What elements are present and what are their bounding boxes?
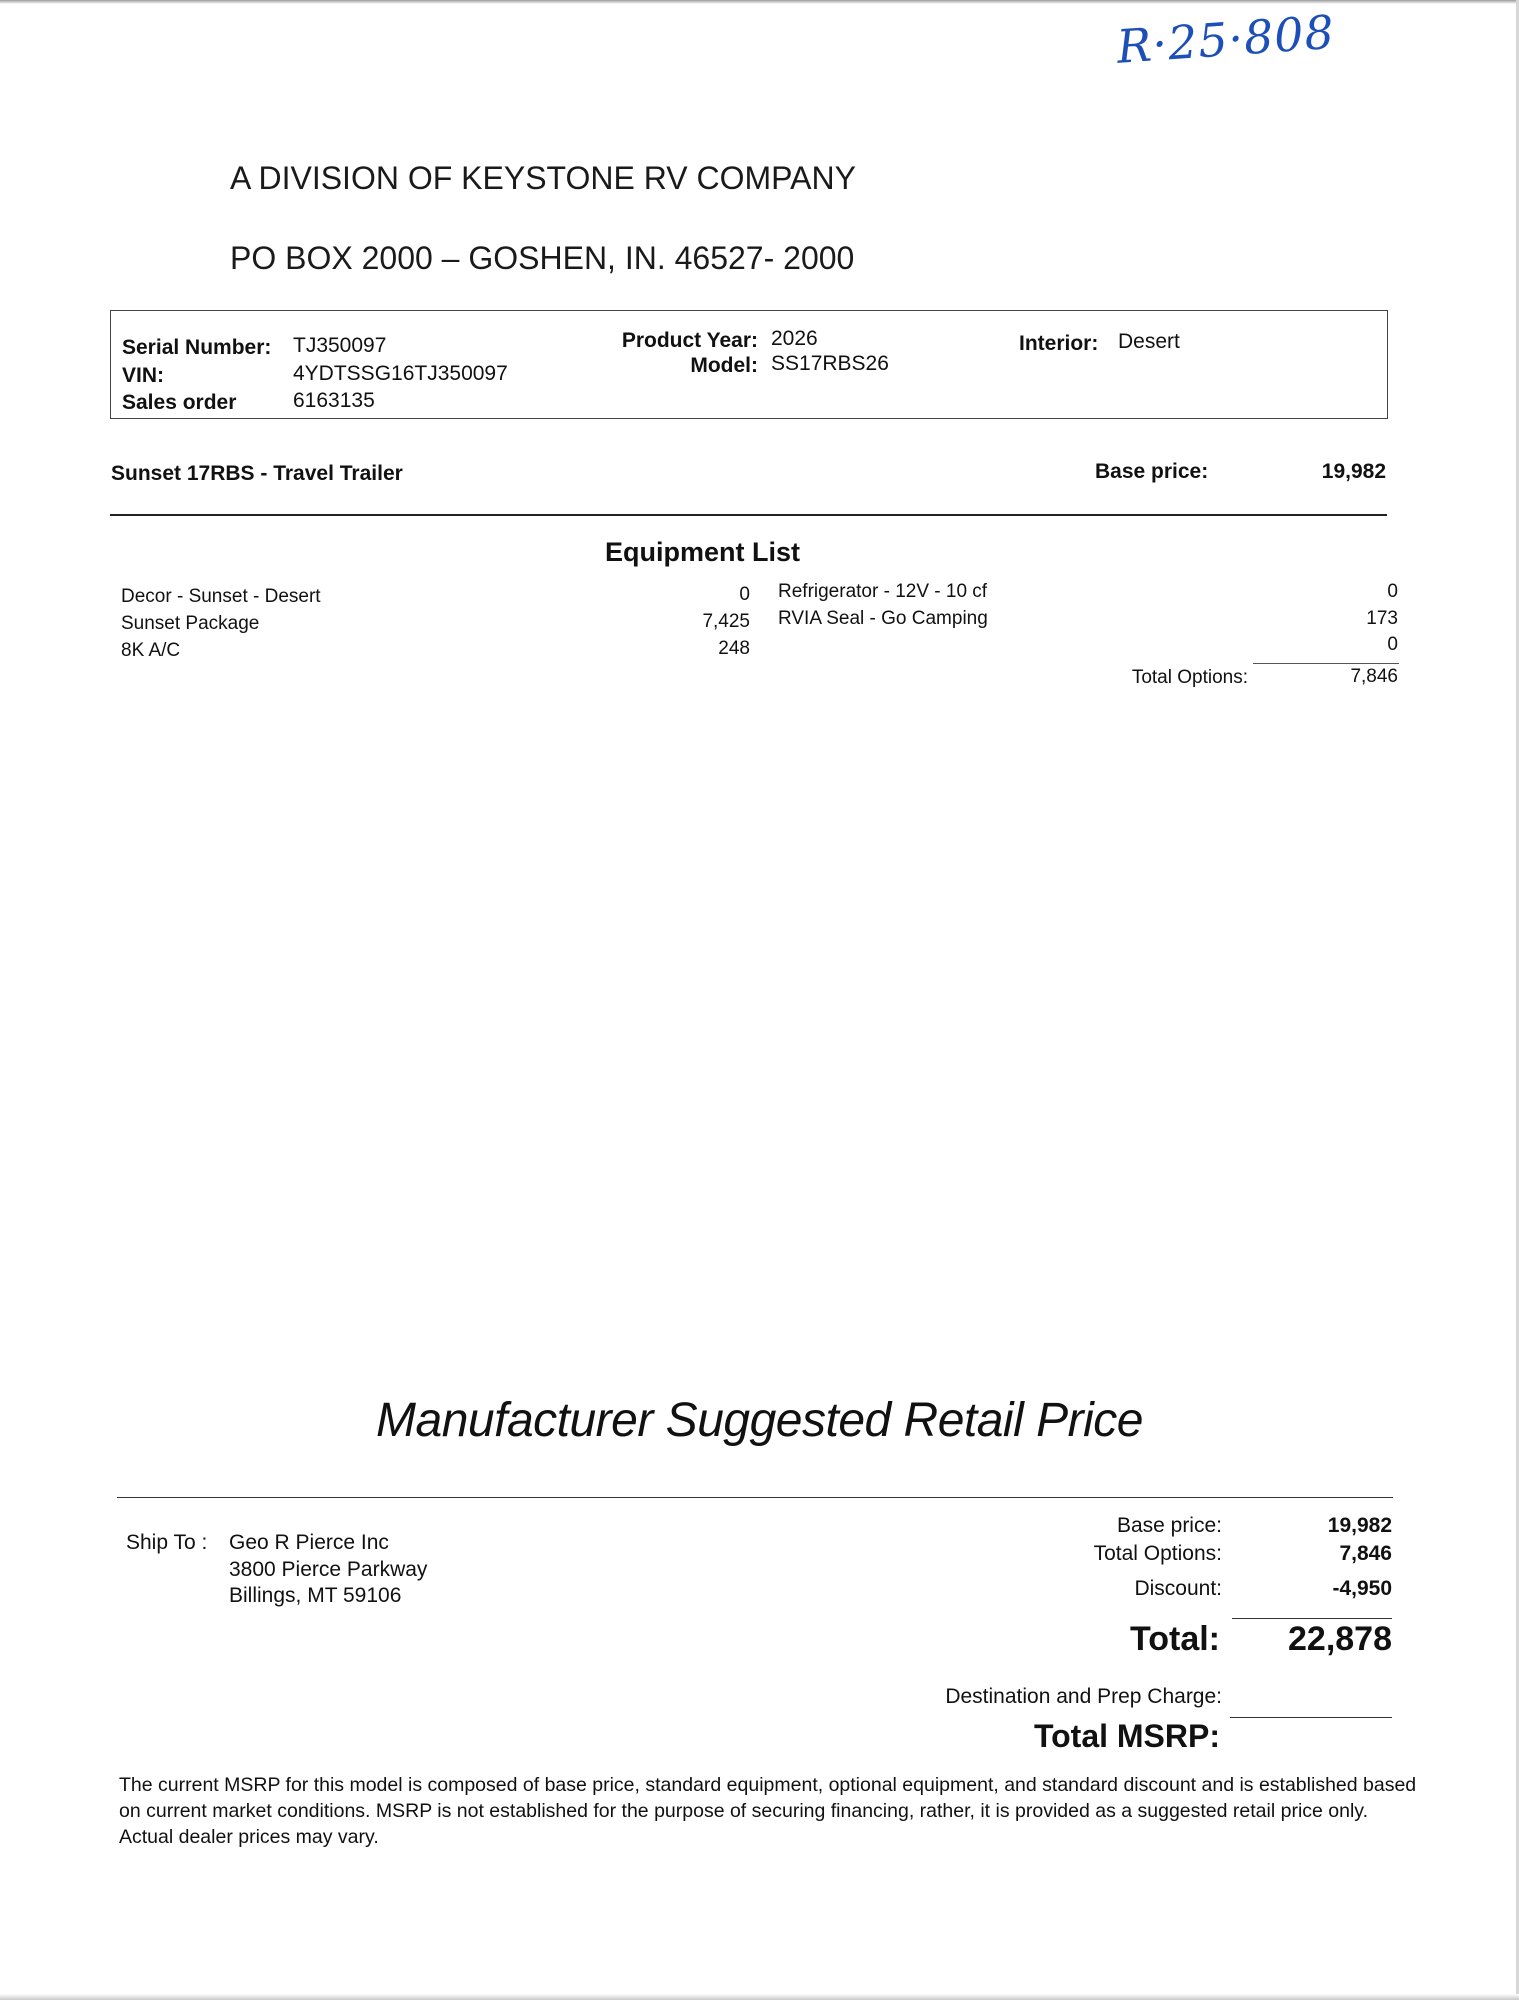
interior-value: Desert	[1118, 330, 1180, 353]
vin-value: 4YDTSSG16TJ350097	[293, 362, 508, 385]
summary-total-options-value: 7,846	[1339, 1542, 1392, 1565]
equipment-list-title: Equipment List	[605, 537, 800, 567]
equipment-item-name: RVIA Seal - Go Camping	[778, 608, 988, 629]
summary-total-options-label: Total Options:	[1093, 1542, 1222, 1565]
equipment-item-price: 0	[1387, 634, 1398, 655]
unit-description: Sunset 17RBS - Travel Trailer	[111, 462, 403, 485]
vin-label: VIN:	[122, 364, 164, 387]
company-address: PO BOX 2000 – GOSHEN, IN. 46527- 2000	[230, 240, 855, 276]
scan-top-edge	[0, 0, 1519, 4]
total-msrp-label: Total MSRP:	[1033, 1718, 1220, 1754]
total-value: 22,878	[1288, 1620, 1392, 1658]
equipment-item-price: 0	[1387, 581, 1398, 602]
destination-rule	[1230, 1717, 1392, 1718]
summary-base-price-value: 19,982	[1327, 1514, 1392, 1537]
summary-discount-label: Discount:	[1134, 1577, 1222, 1600]
equipment-item-price: 248	[718, 638, 750, 659]
ship-to-line: Billings, MT 59106	[229, 1584, 402, 1607]
model-value: SS17RBS26	[771, 352, 889, 375]
model-label: Model:	[690, 354, 758, 377]
equipment-item-name: 8K A/C	[121, 640, 181, 661]
interior-label: Interior:	[1019, 332, 1099, 355]
product-year-label: Product Year:	[621, 329, 758, 352]
serial-number-label: Serial Number:	[122, 336, 272, 359]
total-rule	[1232, 1618, 1392, 1619]
total-label: Total:	[1129, 1620, 1220, 1658]
summary-base-price-label: Base price:	[1116, 1514, 1222, 1537]
company-division: A DIVISION OF KEYSTONE RV COMPANY	[230, 160, 856, 196]
equipment-item-price: 7,425	[702, 611, 750, 632]
summary-discount-value: -4,950	[1332, 1577, 1392, 1600]
sales-order-value: 6163135	[293, 389, 375, 412]
ship-to-label: Ship To :	[126, 1531, 208, 1554]
destination-charge-label: Destination and Prep Charge:	[945, 1685, 1222, 1708]
header-divider	[110, 514, 1387, 516]
total-options-value: 7,846	[1350, 666, 1398, 687]
base-price-value: 19,982	[1321, 460, 1386, 483]
equipment-item-price: 0	[739, 584, 750, 605]
msrp-divider	[117, 1497, 1393, 1498]
ship-to-line: 3800 Pierce Parkway	[229, 1558, 428, 1581]
equipment-item-name: Decor - Sunset - Desert	[121, 586, 321, 607]
equipment-item-name: Sunset Package	[121, 613, 260, 634]
handwritten-note: R·25·808	[1115, 4, 1337, 74]
total-options-label: Total Options:	[1131, 667, 1248, 688]
ship-to-line: Geo R Pierce Inc	[229, 1531, 389, 1554]
msrp-heading: Manufacturer Suggested Retail Price	[376, 1394, 1143, 1447]
msrp-disclaimer: The current MSRP for this model is composed of base price, standard equipment, optional equipment, and standard discount and is established based on current market conditions. MSRP is not established for the purpose of securing financing, rather, it is provided as a suggested retail price only. Actual dealer prices may vary.	[119, 1774, 1417, 1848]
equipment-item-price: 173	[1366, 608, 1398, 629]
scan-bottom-edge	[0, 1994, 1519, 2000]
serial-number-value: TJ350097	[293, 334, 387, 357]
base-price-label: Base price:	[1095, 460, 1209, 483]
product-year-value: 2026	[771, 327, 818, 350]
total-options-rule	[1253, 663, 1399, 664]
sales-order-label: Sales order	[122, 391, 237, 414]
equipment-item-name: Refrigerator - 12V - 10 cf	[778, 581, 988, 602]
